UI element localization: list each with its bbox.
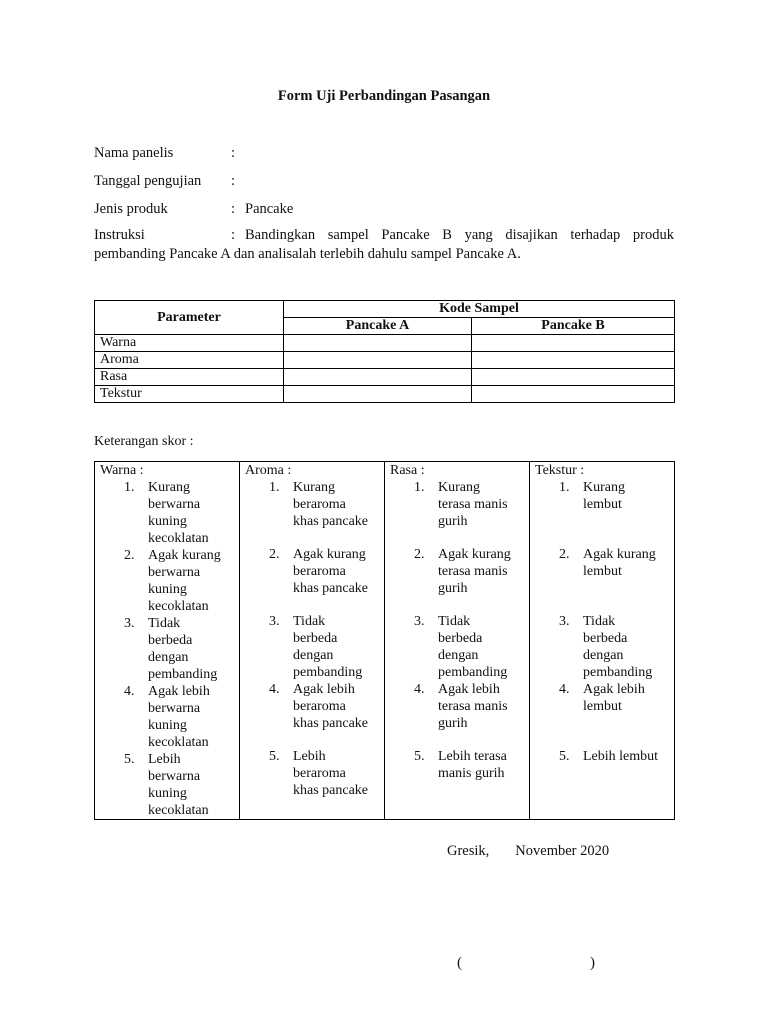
keterangan-skor-label: Keterangan skor : — [94, 434, 194, 449]
score-item-number: 1. — [124, 480, 135, 495]
score-item-text: berbeda — [293, 631, 338, 646]
score-item-text: manis gurih — [438, 766, 505, 781]
field-colon: : — [231, 173, 236, 189]
score-item-text: dengan — [293, 648, 334, 663]
pancake-a-cell[interactable] — [284, 386, 472, 403]
score-list — [245, 479, 380, 815]
score-item — [535, 479, 670, 546]
score-item-text: khas pancake — [293, 716, 369, 731]
score-item-text: Kurang — [583, 480, 625, 495]
score-item-text: berbeda — [438, 631, 483, 646]
score-item-number: 1. — [559, 480, 570, 495]
table-row — [95, 369, 675, 386]
score-item-text: Tidak — [148, 616, 181, 631]
score-item-number: 3. — [124, 616, 135, 631]
score-item-text: dengan — [148, 650, 189, 665]
pancake-a-cell[interactable] — [284, 335, 472, 352]
score-item-text: Lebih — [293, 749, 326, 764]
form-title: Form Uji Perbandingan Pasangan — [277, 88, 491, 104]
score-header: Aroma : — [245, 463, 292, 478]
signature-paren-close: ) — [590, 955, 595, 971]
score-item-text: berbeda — [583, 631, 628, 646]
score-item-text: beraroma — [293, 766, 346, 781]
score-item-text: Agak kurang — [438, 547, 511, 562]
score-item — [245, 748, 380, 815]
score-list — [390, 479, 525, 815]
header-kode-sampel: Kode Sampel — [284, 301, 675, 318]
score-item — [245, 546, 380, 613]
score-item-number: 4. — [559, 682, 570, 697]
score-item — [390, 546, 525, 613]
score-item-number: 3. — [414, 614, 425, 629]
score-item — [100, 547, 235, 615]
score-item — [535, 546, 670, 613]
score-item-number: 1. — [414, 480, 425, 495]
instruction-text: Bandingkan sampel Pancake B yang disajikan terhadap produk pembanding Pancake A dan analisalah terlebih dahulu sampel Pancake A. — [94, 227, 674, 262]
table-row — [95, 335, 675, 352]
score-legend-table — [94, 461, 675, 820]
score-item-text: beraroma — [293, 497, 346, 512]
score-item-number: 1. — [269, 480, 280, 495]
instruction-colon: : — [231, 227, 236, 243]
signature-paren-open: ( — [457, 955, 462, 971]
score-item-number: 4. — [124, 684, 135, 699]
score-item — [390, 681, 525, 748]
field-label: Jenis produk — [94, 201, 168, 217]
header-parameter: Parameter — [95, 301, 284, 335]
score-item-text: lembut — [583, 564, 622, 579]
field-value: Pancake — [245, 201, 294, 217]
field-label: Tanggal pengujian — [94, 173, 202, 189]
score-item — [245, 479, 380, 546]
signature-month-year: November 2020 — [515, 843, 610, 859]
score-item-text: kecoklatan — [148, 803, 209, 818]
score-header: Rasa : — [390, 463, 425, 478]
score-item-text: kuning — [148, 786, 187, 801]
score-item-text: Kurang — [438, 480, 480, 495]
pancake-a-cell[interactable] — [284, 369, 472, 386]
score-item-text: gurih — [438, 716, 468, 731]
param-cell: Warna — [95, 335, 284, 352]
pancake-b-cell[interactable] — [472, 369, 675, 386]
score-item-text: kecoklatan — [148, 735, 209, 750]
score-item-text: kuning — [148, 514, 187, 529]
param-cell: Tekstur — [95, 386, 284, 403]
score-item-number: 2. — [414, 547, 425, 562]
score-column-rasa — [385, 462, 530, 820]
instruction — [94, 226, 674, 264]
score-item-text: berbeda — [148, 633, 193, 648]
score-item-text: Agak kurang — [148, 548, 221, 563]
score-item-text: Agak lebih — [293, 682, 355, 697]
score-item-text: berwarna — [148, 565, 201, 580]
score-item-number: 4. — [414, 682, 425, 697]
score-item-text: Lebih — [148, 752, 181, 767]
score-header: Tekstur : — [535, 463, 585, 478]
score-list — [100, 479, 235, 819]
score-item-number: 4. — [269, 682, 280, 697]
score-item-text: pembanding — [293, 665, 363, 680]
param-cell: Rasa — [95, 369, 284, 386]
score-item-number: 5. — [559, 749, 570, 764]
table-row — [95, 386, 675, 403]
score-item-text: berwarna — [148, 769, 201, 784]
score-item-number: 5. — [124, 752, 135, 767]
score-item-number: 3. — [559, 614, 570, 629]
score-item-text: Lebih terasa — [438, 749, 507, 764]
score-item-text: Kurang — [293, 480, 335, 495]
score-item-text: Agak lebih — [438, 682, 500, 697]
score-item — [100, 479, 235, 547]
score-item-text: Kurang — [148, 480, 190, 495]
score-item — [100, 683, 235, 751]
score-item — [535, 613, 670, 681]
score-item-text: khas pancake — [293, 581, 369, 596]
signature-place: Gresik, — [447, 843, 490, 859]
field-label: Nama panelis — [94, 145, 174, 161]
table-row — [95, 352, 675, 369]
score-item-text: Agak kurang — [583, 547, 656, 562]
score-item-text: pembanding — [438, 665, 508, 680]
score-item — [390, 613, 525, 681]
score-item-text: gurih — [438, 514, 468, 529]
pancake-b-cell[interactable] — [472, 386, 675, 403]
score-item-number: 5. — [269, 749, 280, 764]
score-item-text: Tidak — [293, 614, 326, 629]
pancake-a-cell[interactable] — [284, 352, 472, 369]
score-item-text: terasa manis — [438, 699, 508, 714]
score-item-text: terasa manis — [438, 564, 508, 579]
score-header: Warna : — [100, 463, 144, 478]
score-item-text: pembanding — [583, 665, 653, 680]
score-item — [245, 613, 380, 681]
score-item-number: 2. — [124, 548, 135, 563]
score-item-text: kecoklatan — [148, 599, 209, 614]
score-item-text: Lebih lembut — [583, 749, 659, 764]
score-item — [390, 748, 525, 815]
score-item — [100, 751, 235, 819]
score-item-text: berwarna — [148, 701, 201, 716]
score-item-text: beraroma — [293, 564, 346, 579]
score-item-text: Agak kurang — [293, 547, 366, 562]
field-colon: : — [231, 145, 236, 161]
score-item-number: 2. — [269, 547, 280, 562]
score-item — [535, 748, 670, 815]
score-item-text: lembut — [583, 497, 622, 512]
score-item-text: kecoklatan — [148, 531, 209, 546]
score-column-aroma — [240, 462, 385, 820]
score-item-text: khas pancake — [293, 783, 369, 798]
score-item-text: kuning — [148, 718, 187, 733]
score-list — [535, 479, 670, 815]
parameter-table — [94, 300, 675, 403]
score-column-warna — [95, 462, 240, 820]
score-item-text: lembut — [583, 699, 622, 714]
score-item-text: dengan — [583, 648, 624, 663]
pancake-b-cell[interactable] — [472, 352, 675, 369]
score-item-text: Tidak — [438, 614, 471, 629]
header-pancake-a: Pancake A — [284, 318, 472, 335]
field-colon: : — [231, 201, 236, 217]
score-item-number: 5. — [414, 749, 425, 764]
score-item-text: Agak lebih — [583, 682, 645, 697]
score-item-text: kuning — [148, 582, 187, 597]
score-item-text: berwarna — [148, 497, 201, 512]
instruction-label: Instruksi — [94, 227, 145, 243]
score-item — [245, 681, 380, 748]
score-item — [535, 681, 670, 748]
score-item-number: 3. — [269, 614, 280, 629]
score-item-text: dengan — [438, 648, 479, 663]
param-cell: Aroma — [95, 352, 284, 369]
score-item — [100, 615, 235, 683]
header-pancake-b: Pancake B — [472, 318, 675, 335]
pancake-b-cell[interactable] — [472, 335, 675, 352]
score-item-text: gurih — [438, 581, 468, 596]
score-item-text: Agak lebih — [148, 684, 210, 699]
score-item-text: khas pancake — [293, 514, 369, 529]
score-item-text: pembanding — [148, 667, 218, 682]
score-item — [390, 479, 525, 546]
score-item-text: Tidak — [583, 614, 616, 629]
score-column-tekstur — [530, 462, 675, 820]
score-item-number: 2. — [559, 547, 570, 562]
score-item-text: terasa manis — [438, 497, 508, 512]
signature-place-date — [447, 843, 609, 860]
score-item-text: beraroma — [293, 699, 346, 714]
